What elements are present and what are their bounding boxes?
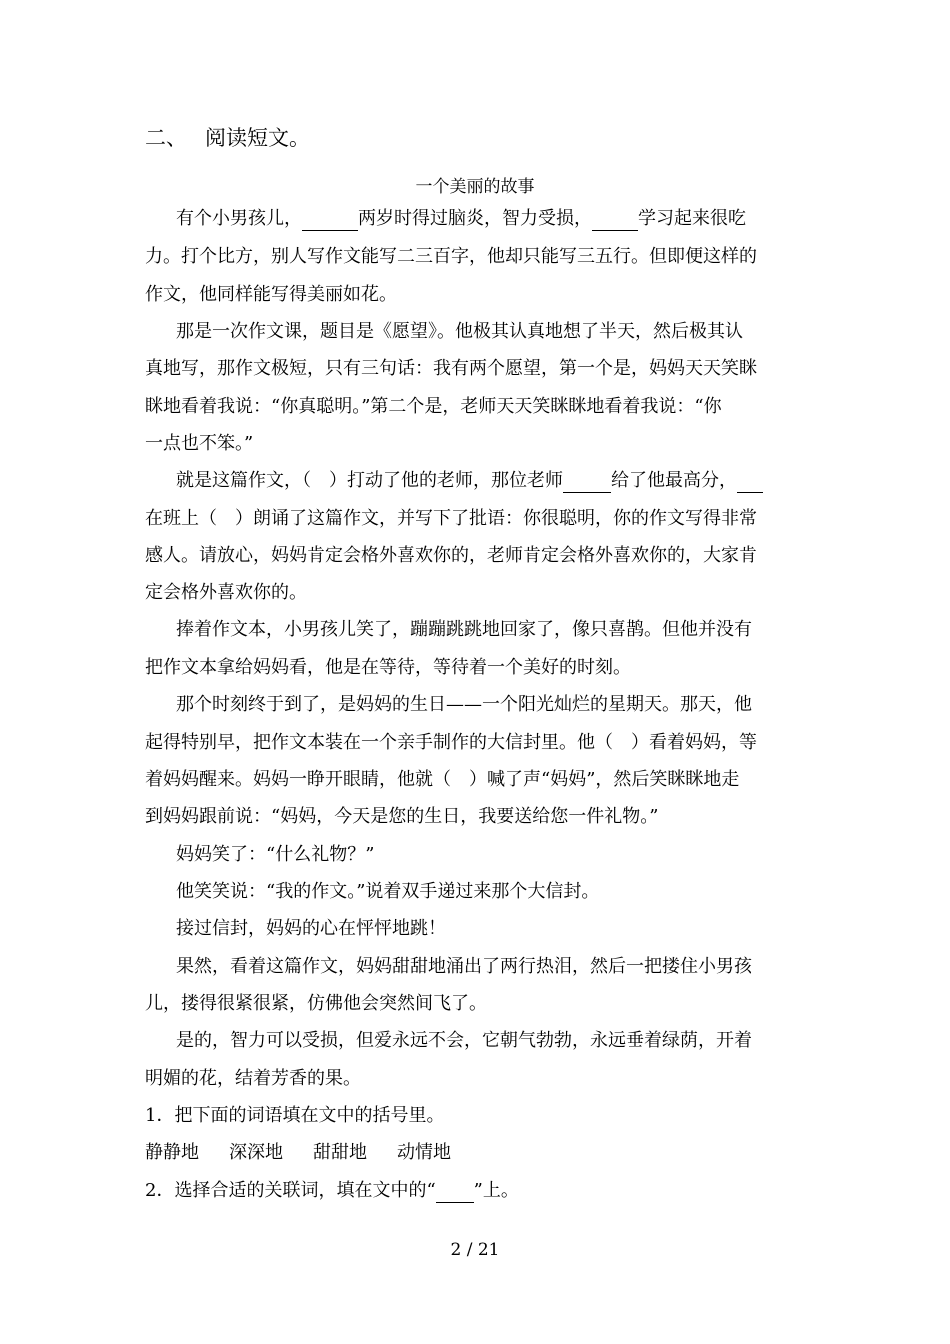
story-line: 果然，看着这篇作文，妈妈甜甜地涌出了两行热泪，然后一把搂住小男孩 xyxy=(176,956,752,977)
story-line: 那个时刻终于到了，是妈妈的生日——一个阳光灿烂的星期天。那天，他 xyxy=(176,694,752,715)
story-line: 到妈妈跟前说：“妈妈，今天是您的生日，我要送给您一件礼物。” xyxy=(145,806,659,827)
story-line: 作文，他同样能写得美丽如花。 xyxy=(145,284,397,305)
story-line: 感人。请放心，妈妈肯定会格外喜欢你的，老师肯定会格外喜欢你的，大家肯 xyxy=(145,545,757,566)
story-line: 儿，搂得很紧很紧，仿佛他会突然间飞了。 xyxy=(145,993,487,1014)
question-2: 2．选择合适的关联词，填在文中的“ ”上。 xyxy=(145,1180,519,1201)
story-line: 明媚的花，结着芳香的果。 xyxy=(145,1068,361,1089)
word-bank-item: 静静地 xyxy=(145,1142,199,1163)
fill-blank xyxy=(592,211,638,231)
story-line: 起得特别早，把作文本装在一个亲手制作的大信封里。他（ ）看着妈妈，等 xyxy=(145,732,757,753)
story-line: 眯地看着我说：“你真聪明。”第二个是，老师天天笑眯眯地看着我说：“你 xyxy=(145,396,722,417)
story-line: 力。打个比方，别人写作文能写二三百字，他却只能写三五行。但即便这样的 xyxy=(145,246,757,267)
story-line: 就是这篇作文，（ ）打动了他的老师，那位老师 给了他最高分， xyxy=(176,469,763,493)
story-line: 在班上（ ）朗诵了这篇作文，并写下了批语：你很聪明，你的作文写得非常 xyxy=(145,508,757,529)
fill-blank xyxy=(563,473,611,493)
story-line: 定会格外喜欢你的。 xyxy=(145,582,307,603)
story-title: 一个美丽的故事 xyxy=(415,177,535,197)
section-heading xyxy=(145,122,310,152)
story-line: 一点也不笨。” xyxy=(145,433,254,454)
fill-blank xyxy=(302,211,358,231)
question-1: 1．把下面的词语填在文中的括号里。 xyxy=(145,1105,445,1126)
story-line: 他笑笑说：“我的作文。”说着双手递过来那个大信封。 xyxy=(176,881,600,902)
story-line: 妈妈笑了：“什么礼物？” xyxy=(176,844,375,865)
story-line: 真地写，那作文极短，只有三句话：我有两个愿望，第一个是，妈妈天天笑眯 xyxy=(145,358,757,379)
word-bank xyxy=(145,1141,451,1165)
fill-blank xyxy=(737,473,763,493)
word-bank-item: 动情地 xyxy=(397,1142,451,1163)
fill-blank xyxy=(436,1183,474,1203)
section-title: 阅读短文。 xyxy=(205,126,310,150)
page-number: 2 / 21 xyxy=(450,1240,500,1260)
word-bank-item: 深深地 xyxy=(229,1142,283,1163)
story-line: 是的，智力可以受损，但爱永远不会，它朝气勃勃，永远垂着绿荫，开着 xyxy=(176,1030,752,1051)
word-bank-item: 甜甜地 xyxy=(313,1142,367,1163)
story-line: 着妈妈醒来。妈妈一睁开眼睛，他就（ ）喊了声“妈妈”，然后笑眯眯地走 xyxy=(145,769,740,790)
story-line: 捧着作文本，小男孩儿笑了，蹦蹦跳跳地回家了，像只喜鹊。但他并没有 xyxy=(176,619,752,640)
story-line: 接过信封，妈妈的心在怦怦地跳！ xyxy=(176,918,446,939)
story-line: 有个小男孩儿， 两岁时得过脑炎，智力受损， 学习起来很吃 xyxy=(176,208,746,229)
section-number: 二、 xyxy=(145,126,187,150)
story-line: 那是一次作文课，题目是《愿望》。他极其认真地想了半天，然后极其认 xyxy=(176,321,743,342)
story-line: 把作文本拿给妈妈看，他是在等待，等待着一个美好的时刻。 xyxy=(145,657,631,678)
